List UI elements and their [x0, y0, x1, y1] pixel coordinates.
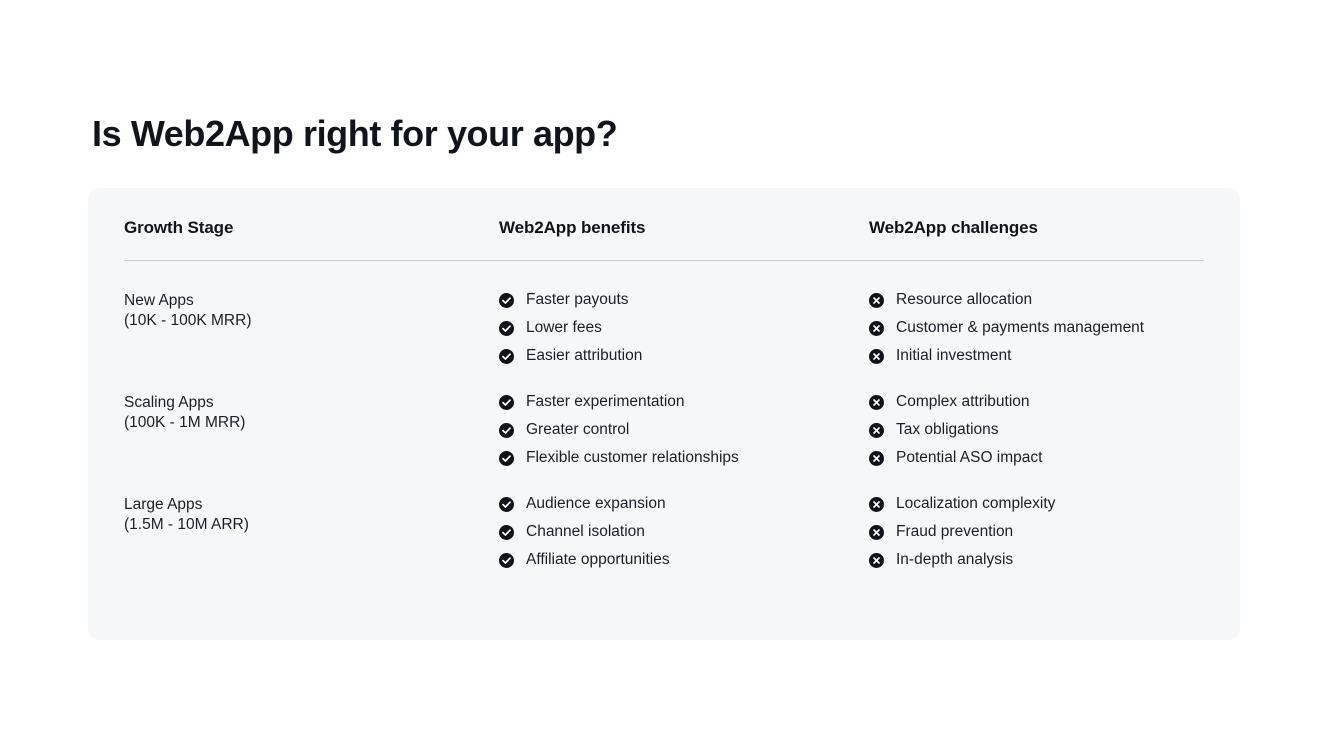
list-item-label: Potential ASO impact	[896, 449, 1043, 466]
x-circle-icon	[869, 423, 884, 438]
x-circle-icon	[869, 497, 884, 512]
list-item-label: Customer & payments management	[896, 319, 1145, 336]
challenges-cell	[869, 495, 1204, 569]
list-item	[869, 291, 1204, 309]
stage-cell	[124, 291, 499, 331]
check-circle-icon	[499, 497, 514, 512]
list-item	[499, 523, 869, 541]
table-row	[124, 261, 1204, 365]
challenges-cell	[869, 393, 1204, 467]
stage-name: Scaling Apps	[124, 394, 214, 411]
x-circle-icon	[869, 321, 884, 336]
table-row	[124, 467, 1204, 569]
list-item-label: Lower fees	[526, 319, 602, 336]
x-circle-icon	[869, 451, 884, 466]
column-header-benefits: Web2App benefits	[499, 218, 646, 237]
list-item	[869, 523, 1204, 541]
list-item	[869, 347, 1204, 365]
list-item	[499, 291, 869, 309]
list-item	[869, 449, 1204, 467]
list-item-label: Faster experimentation	[526, 393, 685, 410]
list-item-label: Resource allocation	[896, 291, 1033, 308]
stage-name: New Apps	[124, 292, 194, 309]
list-item	[499, 393, 869, 411]
list-item-label: Tax obligations	[896, 421, 999, 438]
stage-cell	[124, 495, 499, 535]
list-item-label: Channel isolation	[526, 523, 645, 540]
list-item	[499, 495, 869, 513]
check-circle-icon	[499, 423, 514, 438]
list-item	[869, 319, 1204, 337]
list-item-label: Easier attribution	[526, 347, 643, 364]
check-circle-icon	[499, 293, 514, 308]
page-title: Is Web2App right for your app?	[92, 113, 618, 155]
list-item	[499, 421, 869, 439]
list-item-label: Flexible customer relationships	[526, 449, 739, 466]
list-item-label: Complex attribution	[896, 393, 1030, 410]
list-item	[499, 347, 869, 365]
list-item-label: In-depth analysis	[896, 551, 1014, 568]
x-circle-icon	[869, 395, 884, 410]
challenges-list	[869, 495, 1204, 569]
challenges-cell	[869, 291, 1204, 365]
check-circle-icon	[499, 553, 514, 568]
stage-cell	[124, 393, 499, 433]
challenges-list	[869, 393, 1204, 467]
comparison-table	[124, 218, 1204, 569]
x-circle-icon	[869, 553, 884, 568]
benefits-list	[499, 393, 869, 467]
x-circle-icon	[869, 349, 884, 364]
check-circle-icon	[499, 451, 514, 466]
check-circle-icon	[499, 349, 514, 364]
check-circle-icon	[499, 321, 514, 336]
check-circle-icon	[499, 525, 514, 540]
benefits-list	[499, 291, 869, 365]
stage-range: (100K - 1M MRR)	[124, 414, 246, 431]
column-header-growth-stage: Growth Stage	[124, 218, 234, 237]
benefits-cell	[499, 393, 869, 467]
check-circle-icon	[499, 395, 514, 410]
list-item-label: Affiliate opportunities	[526, 551, 670, 568]
table-header-row	[124, 218, 1204, 261]
list-item	[499, 449, 869, 467]
list-item-label: Greater control	[526, 421, 630, 438]
list-item	[869, 393, 1204, 411]
list-item-label: Audience expansion	[526, 495, 666, 512]
list-item-label: Fraud prevention	[896, 523, 1014, 540]
stage-range: (10K - 100K MRR)	[124, 312, 252, 329]
list-item	[869, 551, 1204, 569]
benefits-list	[499, 495, 869, 569]
x-circle-icon	[869, 293, 884, 308]
list-item-label: Faster payouts	[526, 291, 629, 308]
stage-name: Large Apps	[124, 496, 203, 513]
table-row	[124, 365, 1204, 467]
benefits-cell	[499, 291, 869, 365]
list-item-label: Localization complexity	[896, 495, 1056, 512]
list-item	[499, 319, 869, 337]
list-item	[499, 551, 869, 569]
list-item-label: Initial investment	[896, 347, 1012, 364]
benefits-cell	[499, 495, 869, 569]
list-item	[869, 495, 1204, 513]
column-header-challenges: Web2App challenges	[869, 218, 1038, 237]
list-item	[869, 421, 1204, 439]
challenges-list	[869, 291, 1204, 365]
x-circle-icon	[869, 525, 884, 540]
comparison-table-card	[88, 188, 1240, 640]
stage-range: (1.5M - 10M ARR)	[124, 516, 249, 533]
